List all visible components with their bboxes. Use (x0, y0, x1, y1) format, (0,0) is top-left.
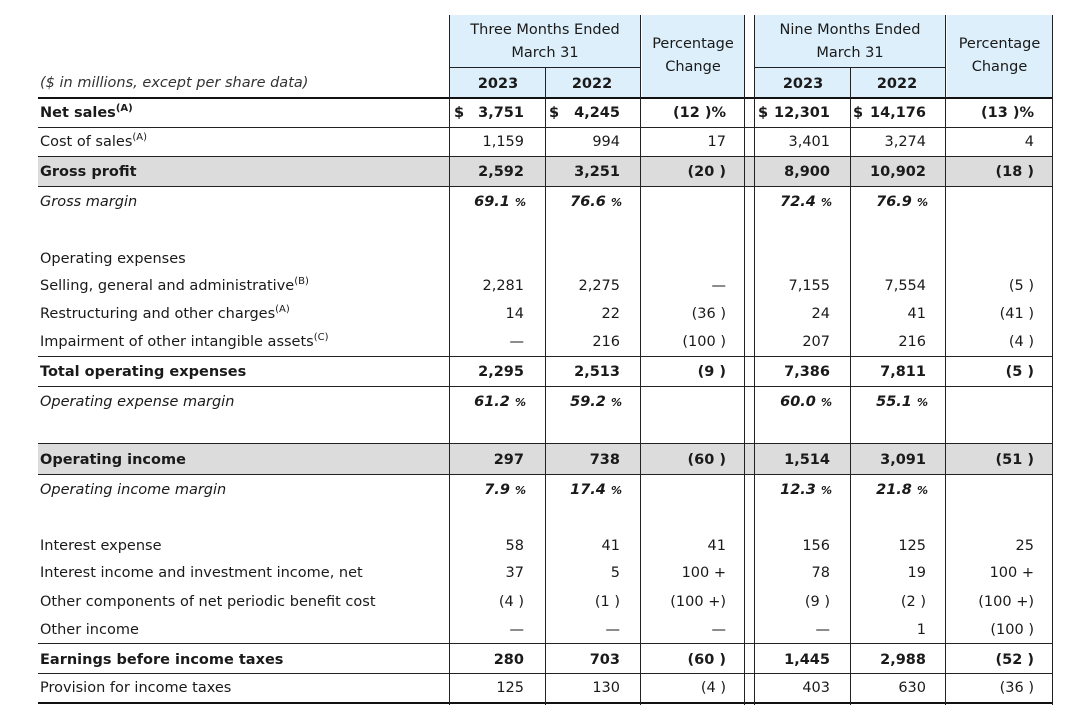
row-value (914, 593, 1034, 611)
row-value (914, 104, 1034, 122)
cell-value: (52 ) (995, 652, 1034, 668)
cell-value: 2,513 (574, 364, 620, 380)
year-2022-nine: 2022 (876, 76, 918, 92)
row-value (606, 163, 726, 181)
row-label: Net sales$^{(A)}$ (40, 103, 133, 121)
cell-value: 207 (802, 334, 830, 350)
cell-value: (100 ) (990, 622, 1034, 638)
row-value (914, 163, 1034, 181)
row-value (914, 305, 1034, 323)
cell-value: 703 (589, 652, 620, 668)
row-value (806, 305, 926, 323)
row-label: Operating expenses (40, 251, 186, 267)
year-2023-three: 2023 (477, 76, 519, 92)
cell-value: 2,988 (880, 652, 926, 668)
row-label: Other components of net periodic benefit cost (40, 594, 376, 610)
cell-value: 100 + (681, 565, 726, 581)
year-2022-three: 2022 (571, 76, 613, 92)
col-sep-g (945, 15, 946, 705)
cell-value: (36 ) (691, 306, 726, 322)
percent-sign: % (820, 396, 832, 409)
row-value (500, 621, 620, 639)
cell-value: 24 (811, 306, 830, 322)
dollar-sign: $ (549, 105, 560, 121)
cell-value: 76.6 (570, 194, 606, 210)
cell-value: 4 (1024, 134, 1034, 150)
cell-value: — (815, 622, 830, 638)
cell-value: (9 ) (697, 364, 726, 380)
cell-value: 1,159 (482, 134, 524, 150)
cell-value: (5 ) (1008, 278, 1034, 294)
row-value (606, 333, 726, 351)
dollar-sign: $ (853, 105, 864, 121)
cell-value: 2,295 (478, 364, 524, 380)
cell-value: 7,811 (880, 364, 926, 380)
cell-value: 41 (707, 538, 726, 554)
row-value (914, 133, 1034, 151)
cell-value: 25 (1015, 538, 1034, 554)
percent-sign: % (610, 396, 622, 409)
cell-value: 69.1 (474, 194, 510, 210)
row-value (914, 651, 1034, 669)
cell-value: 14,176 (870, 105, 926, 121)
cell-value: (9 ) (804, 594, 830, 610)
cell-value: (100 ) (682, 334, 726, 350)
row-value (606, 651, 726, 669)
cell-value: 4,245 (574, 105, 620, 121)
row-value (914, 621, 1034, 639)
cell-value: 78 (811, 565, 830, 581)
cell-value: 125 (898, 538, 926, 554)
cell-value: 17.4 (570, 482, 606, 498)
row-value (500, 333, 620, 351)
cell-value: 297 (493, 452, 524, 468)
cell-value: 7,386 (784, 364, 830, 380)
cell-value: 21.8 (876, 482, 912, 498)
cell-value: (100 +) (978, 594, 1034, 610)
cell-value: (60 ) (687, 652, 726, 668)
row-label: Provision for income taxes (40, 680, 232, 696)
cell-value: 3,251 (574, 164, 620, 180)
cell-value: 1 (916, 622, 926, 638)
row-value (806, 104, 926, 122)
row-value (914, 363, 1034, 381)
cell-value: 216 (898, 334, 926, 350)
nine-months-title: Nine Months Ended March 31 (779, 22, 921, 61)
percent-sign: % (610, 484, 622, 497)
cell-value: (1 ) (594, 594, 620, 610)
row-label: Operating expense margin (40, 394, 235, 410)
row-value (606, 104, 726, 122)
cell-value: (36 ) (999, 680, 1034, 696)
cell-value: 58 (505, 538, 524, 554)
row-value (806, 163, 926, 181)
row-value (606, 537, 726, 555)
cell-value: — (509, 334, 524, 350)
row-value (500, 163, 620, 181)
row-value (606, 679, 726, 697)
cell-value: (4 ) (498, 594, 524, 610)
cell-value: 7.9 (484, 482, 510, 498)
row-value (500, 593, 620, 611)
cell-value: 100 + (989, 565, 1034, 581)
cell-value: (12 )% (672, 105, 726, 121)
cell-value: — (711, 278, 726, 294)
row-value (606, 363, 726, 381)
cell-value: 156 (802, 538, 830, 554)
row-value (806, 133, 926, 151)
cell-value: 630 (898, 680, 926, 696)
row-label: Operating income (40, 452, 186, 468)
cell-value: 403 (802, 680, 830, 696)
three-months-title: Three Months Ended March 31 (470, 22, 620, 61)
row-value (914, 564, 1034, 582)
cell-value: — (605, 622, 620, 638)
row-value (806, 451, 926, 469)
cell-value: (51 ) (995, 452, 1034, 468)
row-value (500, 679, 620, 697)
percent-sign: % (610, 196, 622, 209)
cell-value: (18 ) (995, 164, 1034, 180)
row-value (606, 133, 726, 151)
percent-sign: % (916, 484, 928, 497)
row-value (500, 305, 620, 323)
cell-value: (100 +) (670, 594, 726, 610)
row-value (914, 277, 1034, 295)
cell-value: 738 (589, 452, 620, 468)
percent-sign: % (916, 396, 928, 409)
row-value (500, 363, 620, 381)
cell-value: 22 (601, 306, 620, 322)
col-sep-f (850, 67, 851, 705)
cell-value: 994 (592, 134, 620, 150)
cell-value: 17 (707, 134, 726, 150)
cell-value: 3,274 (884, 134, 926, 150)
pct-change-title-1: Percentage Change (652, 36, 734, 75)
percent-sign: % (514, 196, 526, 209)
row-value (606, 593, 726, 611)
row-label: Impairment of other intangible assets$^{(C)}$ (40, 332, 329, 350)
cell-value: (2 ) (900, 594, 926, 610)
row-value (806, 333, 926, 351)
row-value (502, 481, 622, 500)
cell-value: 2,275 (578, 278, 620, 294)
cell-value: (20 ) (687, 164, 726, 180)
col-sep-b (545, 67, 546, 705)
year-2023-nine: 2023 (782, 76, 824, 92)
row-value (500, 564, 620, 582)
row-value (806, 593, 926, 611)
col-sep-a (449, 15, 450, 705)
row-value (914, 537, 1034, 555)
percent-sign: % (820, 196, 832, 209)
cell-value: 14 (505, 306, 524, 322)
row-value (806, 621, 926, 639)
row-value (914, 333, 1034, 351)
percent-sign: % (514, 396, 526, 409)
pct-change-title-2: Percentage Change (958, 36, 1041, 75)
row-label: Selling, general and administrative$^{(B)}$ (40, 276, 309, 294)
cell-value: 2,592 (478, 164, 524, 180)
cell-value: 60.0 (780, 394, 816, 410)
cell-value: 1,445 (784, 652, 830, 668)
cell-value: (4 ) (700, 680, 726, 696)
row-label: Gross profit (40, 164, 137, 180)
row-label: Interest expense (40, 538, 162, 554)
cell-value: (5 ) (1005, 364, 1034, 380)
cell-value: 7,554 (884, 278, 926, 294)
cell-value: 5 (610, 565, 620, 581)
cell-value: (13 )% (980, 105, 1034, 121)
row-value (502, 393, 622, 412)
row-value (808, 193, 928, 212)
cell-value: 12,301 (774, 105, 830, 121)
dollar-sign: $ (758, 105, 769, 121)
cell-value: — (509, 622, 524, 638)
cell-value: (41 ) (999, 306, 1034, 322)
cell-value: 1,514 (784, 452, 830, 468)
row-value (500, 651, 620, 669)
col-sep-c (640, 15, 641, 705)
row-label: Interest income and investment income, net (40, 565, 363, 581)
cell-value: 37 (505, 565, 524, 581)
row-value (500, 133, 620, 151)
cell-value: 59.2 (570, 394, 606, 410)
cell-value: 8,900 (784, 164, 830, 180)
cell-value: (4 ) (1008, 334, 1034, 350)
row-label: Restructuring and other charges$^{(A)}$ (40, 304, 290, 322)
percent-sign: % (916, 196, 928, 209)
row-value (500, 451, 620, 469)
row-value (806, 277, 926, 295)
row-label: Gross margin (40, 194, 138, 210)
cell-value: 41 (907, 306, 926, 322)
row-value (808, 481, 928, 500)
cell-value: 3,401 (788, 134, 830, 150)
footnote-marker: (A) (132, 132, 148, 143)
cell-value: 76.9 (876, 194, 912, 210)
row-value (500, 277, 620, 295)
cell-value: 72.4 (780, 194, 816, 210)
row-value (606, 305, 726, 323)
row-value (606, 277, 726, 295)
footnote-marker: (A) (115, 103, 133, 114)
footnote-marker: (A) (275, 304, 290, 315)
row-label: Operating income margin (40, 482, 227, 498)
row-value (914, 679, 1034, 697)
row-value (914, 451, 1034, 469)
row-label: Earnings before income taxes (40, 652, 284, 668)
footnote-marker: (C) (313, 332, 329, 343)
cell-value: 41 (601, 538, 620, 554)
cell-value: — (711, 622, 726, 638)
cell-value: 125 (496, 680, 524, 696)
row-value (606, 564, 726, 582)
row-label: Other income (40, 622, 139, 638)
cell-value: 280 (493, 652, 524, 668)
row-value (806, 363, 926, 381)
row-value (500, 104, 620, 122)
cell-value: 3,091 (880, 452, 926, 468)
row-value (806, 564, 926, 582)
cell-value: 55.1 (876, 394, 912, 410)
col-sep-e (754, 15, 755, 705)
row-value (808, 393, 928, 412)
row-label: Total operating expenses (40, 364, 247, 380)
row-label: Cost of sales$^{(A)}$ (40, 132, 148, 150)
cell-value: 19 (907, 565, 926, 581)
row-value (500, 537, 620, 555)
row-value (606, 621, 726, 639)
cell-value: 3,751 (478, 105, 524, 121)
cell-value: 216 (592, 334, 620, 350)
col-sep-d (744, 15, 745, 705)
cell-value: 12.3 (780, 482, 816, 498)
col-sep-h (1052, 15, 1053, 705)
percent-sign: % (820, 484, 832, 497)
row-value (806, 651, 926, 669)
row-value (806, 537, 926, 555)
footnote-marker: (B) (294, 276, 309, 287)
cell-value: (60 ) (687, 452, 726, 468)
row-value (606, 451, 726, 469)
cell-value: 130 (592, 680, 620, 696)
cell-value: 61.2 (474, 394, 510, 410)
row-value (806, 679, 926, 697)
units-note: ($ in millions, except per share data) (40, 75, 309, 91)
cell-value: 2,281 (482, 278, 524, 294)
row-value (502, 193, 622, 212)
cell-value: 7,155 (788, 278, 830, 294)
percent-sign: % (514, 484, 526, 497)
dollar-sign: $ (454, 105, 465, 121)
cell-value: 10,902 (870, 164, 926, 180)
